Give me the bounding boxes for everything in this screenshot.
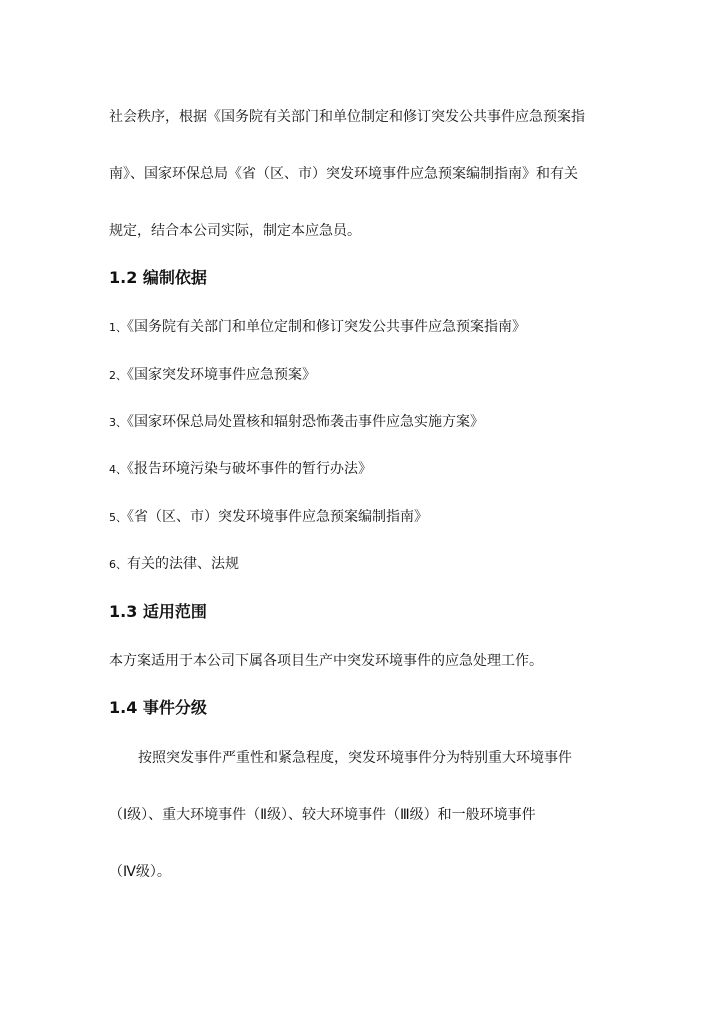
- basis-item-6: [109, 554, 239, 575]
- section-heading-1-2: 1.2 编制依据: [109, 268, 207, 287]
- basis-item-2-text: 《国家突发环境事件应急预案》: [127, 367, 316, 383]
- scope-text: 本方案适用于本公司下属各项目生产中突发环境事件的应急处理工作。: [109, 653, 543, 669]
- intro-line-1: 社会秩序，根据《国务院有关部门和单位制定和修订突发公共事件应急预案指: [109, 109, 585, 125]
- basis-item-2-number: 2、: [109, 369, 127, 382]
- basis-item-5-text: 《省（区、市）突发环境事件应急预案编制指南》: [127, 509, 428, 525]
- basis-item-4-text: 《报告环境污染与破坏事件的暂行办法》: [127, 461, 372, 477]
- basis-item-3-number: 3、: [109, 416, 127, 429]
- basis-item-4: [109, 459, 372, 480]
- basis-item-6-number: 6、: [109, 558, 127, 571]
- basis-item-1-text: 《国务院有关部门和单位定制和修订突发公共事件应急预案指南》: [127, 319, 526, 335]
- basis-item-6-text: 有关的法律、法规: [127, 556, 239, 572]
- basis-item-3: [109, 412, 484, 433]
- classification-line-1: 按照突发事件严重性和紧急程度，突发环境事件分为特别重大环境事件: [138, 750, 572, 766]
- classification-line-2: （Ⅰ级）、重大环境事件（Ⅱ级）、较大环境事件（Ⅲ级）和一般环境事件: [109, 807, 536, 823]
- intro-line-2: 南》、国家环保总局《省（区、市）突发环境事件应急预案编制指南》和有关: [109, 166, 578, 182]
- basis-item-5-number: 5、: [109, 511, 127, 524]
- basis-item-4-number: 4、: [109, 463, 127, 476]
- basis-item-5: [109, 507, 428, 528]
- basis-item-1-number: 1、: [109, 321, 127, 334]
- basis-item-2: [109, 365, 316, 386]
- basis-item-3-text: 《国家环保总局处置核和辐射恐怖袭击事件应急实施方案》: [127, 414, 484, 430]
- section-heading-1-3: 1.3 适用范围: [109, 602, 207, 621]
- classification-line-3: （Ⅳ级）。: [109, 864, 171, 880]
- intro-line-3: 规定，结合本公司实际，制定本应急员。: [109, 223, 361, 239]
- basis-item-1: [109, 317, 526, 338]
- section-heading-1-4: 1.4 事件分级: [109, 698, 207, 717]
